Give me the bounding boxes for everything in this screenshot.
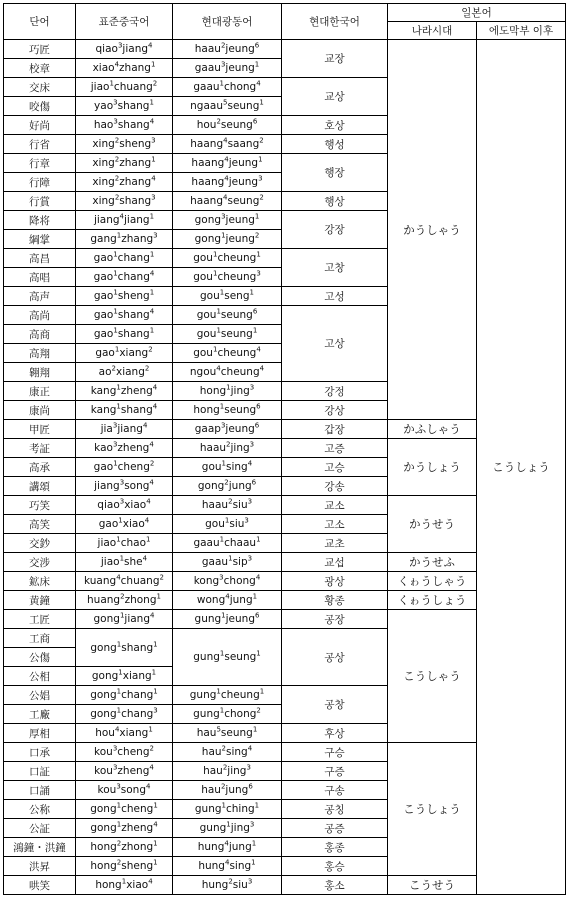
mandarin-cell: gong$^1$shang$^1$ xyxy=(76,629,173,667)
korean-cell: 교장 xyxy=(282,40,388,78)
word-cell: 考証 xyxy=(4,439,76,458)
mandarin-cell: gong$^1$xiang$^1$ xyxy=(76,667,173,686)
cantonese-cell: gou$^1$sing$^4$ xyxy=(173,458,282,477)
cantonese-cell: haau$^2$jeung$^6$ xyxy=(173,40,282,59)
word-cell: 高笑 xyxy=(4,515,76,534)
korean-cell: 광상 xyxy=(282,572,388,591)
word-cell: 甲匠 xyxy=(4,420,76,439)
cantonese-cell: haang$^4$jeung$^3$ xyxy=(173,173,282,192)
nara-cell: くゎうしゃう xyxy=(388,572,477,591)
korean-cell: 교초 xyxy=(282,534,388,553)
mandarin-cell: gong$^1$zheng$^4$ xyxy=(76,819,173,838)
word-cell: 工匠 xyxy=(4,610,76,629)
mandarin-cell: gao$^1$sheng$^1$ xyxy=(76,287,173,306)
word-cell: 交床 xyxy=(4,78,76,97)
word-cell: 巧匠 xyxy=(4,40,76,59)
cantonese-cell: gong$^2$jung$^6$ xyxy=(173,477,282,496)
cantonese-cell: haau$^2$siu$^3$ xyxy=(173,496,282,515)
nara-cell: かうしょう xyxy=(388,439,477,496)
mandarin-cell: gao$^1$shang$^4$ xyxy=(76,306,173,325)
korean-cell: 행장 xyxy=(282,154,388,192)
cantonese-cell: gung$^1$jeung$^6$ xyxy=(173,610,282,629)
korean-cell: 황종 xyxy=(282,591,388,610)
mandarin-cell: jia$^3$jiang$^4$ xyxy=(76,420,173,439)
header-cantonese: 현대광동어 xyxy=(173,4,282,40)
mandarin-cell: gong$^1$chang$^3$ xyxy=(76,705,173,724)
word-cell: 校章 xyxy=(4,59,76,78)
mandarin-cell: kao$^3$zheng$^4$ xyxy=(76,439,173,458)
korean-cell: 고증 xyxy=(282,439,388,458)
cantonese-cell: haang$^4$saang$^2$ xyxy=(173,135,282,154)
edo-cell: こうしょう xyxy=(477,40,566,895)
word-cell: 高唱 xyxy=(4,268,76,287)
mandarin-cell: kou$^3$zheng$^4$ xyxy=(76,762,173,781)
word-cell: 高声 xyxy=(4,287,76,306)
cantonese-cell: gou$^1$cheung$^1$ xyxy=(173,249,282,268)
cantonese-cell: gung$^1$chong$^2$ xyxy=(173,705,282,724)
korean-cell: 고상 xyxy=(282,306,388,382)
korean-cell: 강정 xyxy=(282,382,388,401)
cantonese-cell: hau$^5$seung$^1$ xyxy=(173,724,282,743)
mandarin-cell: jiao$^1$chao$^1$ xyxy=(76,534,173,553)
word-cell: 高昌 xyxy=(4,249,76,268)
mandarin-cell: gong$^1$cheng$^1$ xyxy=(76,800,173,819)
word-cell: 鴻鐘・洪鐘 xyxy=(4,838,76,857)
word-cell: 講頌 xyxy=(4,477,76,496)
word-cell: 公証 xyxy=(4,819,76,838)
mandarin-cell: gao$^1$cheng$^2$ xyxy=(76,458,173,477)
korean-cell: 고승 xyxy=(282,458,388,477)
cantonese-cell: gung$^1$jing$^3$ xyxy=(173,819,282,838)
cantonese-cell: gaap$^3$jeung$^6$ xyxy=(173,420,282,439)
cantonese-cell: wong$^4$jung$^1$ xyxy=(173,591,282,610)
korean-cell: 강송 xyxy=(282,477,388,496)
mandarin-cell: xing$^2$zhang$^1$ xyxy=(76,154,173,173)
korean-cell: 공상 xyxy=(282,629,388,686)
cantonese-cell: hung$^2$siu$^3$ xyxy=(173,876,282,895)
mandarin-cell: qiao$^3$jiang$^4$ xyxy=(76,40,173,59)
cantonese-cell: gou$^1$seung$^1$ xyxy=(173,325,282,344)
mandarin-cell: yao$^3$shang$^1$ xyxy=(76,97,173,116)
mandarin-cell: gao$^1$shang$^1$ xyxy=(76,325,173,344)
cantonese-cell: ngaau$^5$seung$^1$ xyxy=(173,97,282,116)
cantonese-cell: gou$^1$seng$^1$ xyxy=(173,287,282,306)
word-cell: 翱翔 xyxy=(4,363,76,382)
korean-cell: 후상 xyxy=(282,724,388,743)
mandarin-cell: kang$^1$shang$^4$ xyxy=(76,401,173,420)
korean-cell: 홍소 xyxy=(282,876,388,895)
korean-cell: 구증 xyxy=(282,762,388,781)
word-cell: 交涉 xyxy=(4,553,76,572)
mandarin-cell: gao$^1$chang$^1$ xyxy=(76,249,173,268)
mandarin-cell: xiao$^4$zhang$^1$ xyxy=(76,59,173,78)
nara-cell: かうせう xyxy=(388,496,477,553)
cantonese-cell: gaau$^3$jeung$^1$ xyxy=(173,59,282,78)
korean-cell: 홍종 xyxy=(282,838,388,857)
mandarin-cell: kang$^1$zheng$^4$ xyxy=(76,382,173,401)
korean-cell: 행성 xyxy=(282,135,388,154)
header-word: 단어 xyxy=(4,4,76,40)
mandarin-cell: $ao^2xiang^2$ xyxy=(76,363,173,382)
word-cell: 行障 xyxy=(4,173,76,192)
mandarin-cell: xing$^2$shang$^3$ xyxy=(76,192,173,211)
word-cell: 公称 xyxy=(4,800,76,819)
kanji-reading-table xyxy=(3,3,566,895)
word-cell: 行賞 xyxy=(4,192,76,211)
korean-cell: 공창 xyxy=(282,686,388,724)
word-cell: 公傷 xyxy=(4,648,76,667)
cantonese-cell: hung$^4$jung$^1$ xyxy=(173,838,282,857)
word-cell: 交鈔 xyxy=(4,534,76,553)
header-japanese: 일본어 xyxy=(388,4,566,22)
korean-cell: 고창 xyxy=(282,249,388,287)
word-cell: 行章 xyxy=(4,154,76,173)
cantonese-cell: haau$^2$jing$^3$ xyxy=(173,439,282,458)
korean-cell: 홍승 xyxy=(282,857,388,876)
mandarin-cell: hou$^4$xiang$^1$ xyxy=(76,724,173,743)
korean-cell: 교섭 xyxy=(282,553,388,572)
word-cell: 鉱床 xyxy=(4,572,76,591)
header-nara: 나라시대 xyxy=(388,22,477,40)
cantonese-cell: hong$^1$seung$^6$ xyxy=(173,401,282,420)
korean-cell: 교소 xyxy=(282,496,388,515)
korean-cell: 공장 xyxy=(282,610,388,629)
word-cell: 口承 xyxy=(4,743,76,762)
cantonese-cell: gong$^3$jeung$^1$ xyxy=(173,211,282,230)
mandarin-cell: gong$^1$jiang$^4$ xyxy=(76,610,173,629)
cantonese-cell: gung$^1$seung$^1$ xyxy=(173,629,282,686)
header-edo: 에도막부 이후 xyxy=(477,22,566,40)
korean-cell: 구승 xyxy=(282,743,388,762)
word-cell: 口誦 xyxy=(4,781,76,800)
cantonese-cell: gung$^1$cheung$^1$ xyxy=(173,686,282,705)
word-cell: 口証 xyxy=(4,762,76,781)
mandarin-cell: huang$^2$zhong$^1$ xyxy=(76,591,173,610)
cantonese-cell: hau$^2$jing$^3$ xyxy=(173,762,282,781)
mandarin-cell: jiao$^1$she$^4$ xyxy=(76,553,173,572)
word-cell: 工商 xyxy=(4,629,76,648)
mandarin-cell: xing$^2$zhang$^4$ xyxy=(76,173,173,192)
korean-cell: 구송 xyxy=(282,781,388,800)
mandarin-cell: gao$^1$xiang$^2$ xyxy=(76,344,173,363)
word-cell: 洪昇 xyxy=(4,857,76,876)
korean-cell: 고소 xyxy=(282,515,388,534)
korean-cell: 교상 xyxy=(282,78,388,116)
korean-cell: 공증 xyxy=(282,819,388,838)
nara-cell: こうしゃう xyxy=(388,610,477,743)
mandarin-cell: kou$^3$song$^4$ xyxy=(76,781,173,800)
cantonese-cell: hung$^4$sing$^1$ xyxy=(173,857,282,876)
word-cell: 綱掌 xyxy=(4,230,76,249)
mandarin-cell: gong$^1$chang$^1$ xyxy=(76,686,173,705)
mandarin-cell: gang$^1$zhang$^3$ xyxy=(76,230,173,249)
mandarin-cell: qiao$^3$xiao$^4$ xyxy=(76,496,173,515)
mandarin-cell: xing$^2$sheng$^3$ xyxy=(76,135,173,154)
korean-cell: 공칭 xyxy=(282,800,388,819)
nara-cell: こうしょう xyxy=(388,743,477,876)
cantonese-cell: ngou$^4$cheung$^4$ xyxy=(173,363,282,382)
word-cell: 康正 xyxy=(4,382,76,401)
word-cell: 厚相 xyxy=(4,724,76,743)
nara-cell: かうせふ xyxy=(388,553,477,572)
word-cell: 咬傷 xyxy=(4,97,76,116)
cantonese-cell: gong$^1$jeung$^2$ xyxy=(173,230,282,249)
cantonese-cell: gaau$^1$chaau$^1$ xyxy=(173,534,282,553)
mandarin-cell: jiao$^1$chuang$^2$ xyxy=(76,78,173,97)
word-cell: 降将 xyxy=(4,211,76,230)
mandarin-cell: hong$^2$zhong$^1$ xyxy=(76,838,173,857)
cantonese-cell: hau$^2$sing$^4$ xyxy=(173,743,282,762)
cantonese-cell: hou$^2$seung$^6$ xyxy=(173,116,282,135)
word-cell: 康尚 xyxy=(4,401,76,420)
word-cell: 高翔 xyxy=(4,344,76,363)
korean-cell: 호상 xyxy=(282,116,388,135)
word-cell: 高商 xyxy=(4,325,76,344)
cantonese-cell: hong$^1$jing$^3$ xyxy=(173,382,282,401)
header-korean: 현대한국어 xyxy=(282,4,388,40)
table-row xyxy=(4,40,566,59)
word-cell: 行省 xyxy=(4,135,76,154)
word-cell: 公相 xyxy=(4,667,76,686)
cantonese-cell: gaau$^1$sip$^3$ xyxy=(173,553,282,572)
mandarin-cell: hong$^2$sheng$^1$ xyxy=(76,857,173,876)
word-cell: 哄笑 xyxy=(4,876,76,895)
mandarin-cell: jiang$^3$song$^4$ xyxy=(76,477,173,496)
word-cell: 高尚 xyxy=(4,306,76,325)
nara-cell: こうせう xyxy=(388,876,477,895)
mandarin-cell: gao$^1$chang$^4$ xyxy=(76,268,173,287)
cantonese-cell: gou$^1$cheung$^4$ xyxy=(173,344,282,363)
word-cell: 公娼 xyxy=(4,686,76,705)
mandarin-cell: kuang$^4$chuang$^2$ xyxy=(76,572,173,591)
word-cell: 黄鐘 xyxy=(4,591,76,610)
korean-cell: 강장 xyxy=(282,211,388,249)
mandarin-cell: hao$^3$shang$^4$ xyxy=(76,116,173,135)
korean-cell: 갑장 xyxy=(282,420,388,439)
mandarin-cell: gao$^1$xiao$^4$ xyxy=(76,515,173,534)
cantonese-cell: gou$^1$cheung$^3$ xyxy=(173,268,282,287)
korean-cell: 고성 xyxy=(282,287,388,306)
cantonese-cell: haang$^4$seung$^2$ xyxy=(173,192,282,211)
mandarin-cell: jiang$^4$jiang$^1$ xyxy=(76,211,173,230)
nara-cell: くゎうしょう xyxy=(388,591,477,610)
cantonese-cell: gaau$^1$chong$^4$ xyxy=(173,78,282,97)
cantonese-cell: gung$^1$ching$^1$ xyxy=(173,800,282,819)
cantonese-cell: gou$^1$seung$^6$ xyxy=(173,306,282,325)
cantonese-cell: gou$^1$siu$^3$ xyxy=(173,515,282,534)
word-cell: 高承 xyxy=(4,458,76,477)
korean-cell: 행상 xyxy=(282,192,388,211)
cantonese-cell: kong$^3$chong$^4$ xyxy=(173,572,282,591)
mandarin-cell: kou$^3$cheng$^2$ xyxy=(76,743,173,762)
header-mandarin: 표준중국어 xyxy=(76,4,173,40)
cantonese-cell: haang$^4$jeung$^1$ xyxy=(173,154,282,173)
nara-cell: かうしゃう xyxy=(388,40,477,420)
word-cell: 好尚 xyxy=(4,116,76,135)
korean-cell: 강상 xyxy=(282,401,388,420)
cantonese-cell: hau$^2$jung$^6$ xyxy=(173,781,282,800)
mandarin-cell: hong$^1$xiao$^4$ xyxy=(76,876,173,895)
nara-cell: かふしゃう xyxy=(388,420,477,439)
word-cell: 工廠 xyxy=(4,705,76,724)
word-cell: 巧笑 xyxy=(4,496,76,515)
